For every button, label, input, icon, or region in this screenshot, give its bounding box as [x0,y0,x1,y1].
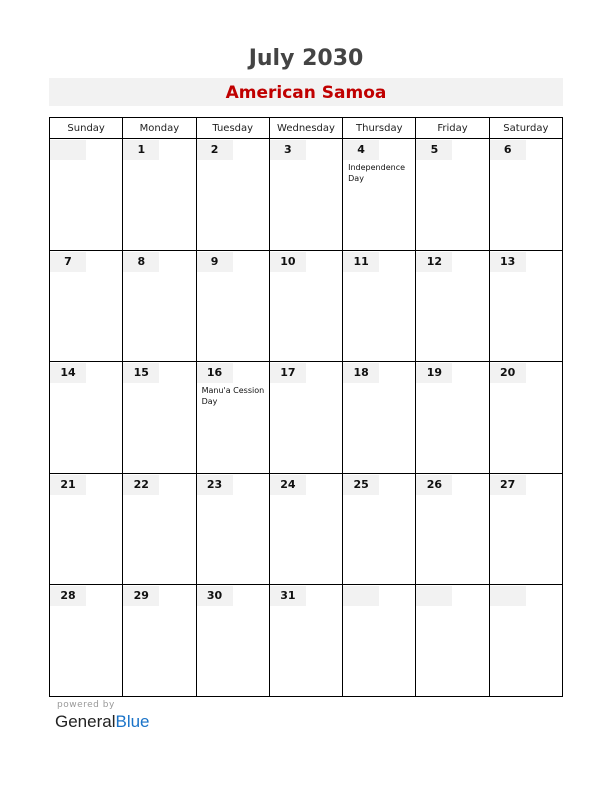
day-cell [50,585,123,697]
day-cell [343,362,416,474]
brand-blue-text: Blue [115,712,150,731]
calendar-title: July 2030 [248,46,364,71]
day-cell [50,473,123,585]
day-cell [123,250,196,362]
day-number: 23 [197,475,233,495]
day-number: 11 [343,252,379,272]
day-number: 27 [490,475,526,495]
day-cell [416,585,489,697]
day-number: 3 [270,140,306,160]
day-cell [416,139,489,251]
day-cell [196,250,269,362]
day-cell [196,473,269,585]
day-cell [343,250,416,362]
day-cell [123,585,196,697]
weekday-header: Monday [123,118,196,139]
day-number: 30 [197,586,233,606]
day-cell [269,362,342,474]
day-cell [269,473,342,585]
day-number: 24 [270,475,306,495]
day-cell [196,362,269,474]
day-number: 9 [197,252,233,272]
day-cell [343,139,416,251]
day-cell [196,585,269,697]
weekday-header: Wednesday [269,118,342,139]
day-number: 18 [343,363,379,383]
day-cell [123,362,196,474]
day-cell [123,473,196,585]
weekday-header: Sunday [50,118,123,139]
day-cell [269,250,342,362]
day-number: 26 [416,475,452,495]
weekday-header: Saturday [489,118,562,139]
day-number: 22 [123,475,159,495]
day-number: 6 [490,140,526,160]
brand-general-text: General [55,712,116,731]
day-cell [50,362,123,474]
week-row [50,362,563,474]
holiday-label: Manu'a Cession Day [201,386,265,407]
day-number: 19 [416,363,452,383]
day-number: 12 [416,252,452,272]
week-row [50,473,563,585]
day-cell [489,250,562,362]
weekday-header-row [50,118,563,139]
day-number [490,586,526,606]
day-number: 15 [123,363,159,383]
day-number: 31 [270,586,306,606]
day-cell [489,362,562,474]
day-number [343,586,379,606]
day-number: 28 [50,586,86,606]
day-number [416,586,452,606]
week-row [50,139,563,251]
calendar-grid [49,117,563,697]
day-number: 10 [270,252,306,272]
day-number: 13 [490,252,526,272]
day-number: 5 [416,140,452,160]
day-number: 21 [50,475,86,495]
day-cell [343,473,416,585]
day-number [50,140,86,160]
day-cell [416,250,489,362]
day-cell [343,585,416,697]
day-number: 4 [343,140,379,160]
weekday-header: Friday [416,118,489,139]
day-cell [416,473,489,585]
day-cell [50,250,123,362]
day-cell [123,139,196,251]
day-number: 2 [197,140,233,160]
day-number: 8 [123,252,159,272]
day-cell [489,473,562,585]
day-cell [269,585,342,697]
day-cell [269,139,342,251]
weekday-header: Thursday [343,118,416,139]
week-row [50,250,563,362]
day-number: 29 [123,586,159,606]
powered-by-text: powered by [57,700,115,710]
day-number: 1 [123,140,159,160]
day-number: 20 [490,363,526,383]
day-cell [196,139,269,251]
day-cell [50,139,123,251]
day-cell [489,139,562,251]
brand-logo[interactable] [55,712,150,732]
day-cell [489,585,562,697]
holiday-label: Independence Day [348,163,406,183]
week-row [50,585,563,697]
weekday-header: Tuesday [196,118,269,139]
day-number: 25 [343,475,379,495]
day-number: 17 [270,363,306,383]
day-number: 7 [50,252,86,272]
day-number: 16 [197,363,233,383]
day-number: 14 [50,363,86,383]
day-cell [416,362,489,474]
country-banner: American Samoa [49,78,563,106]
